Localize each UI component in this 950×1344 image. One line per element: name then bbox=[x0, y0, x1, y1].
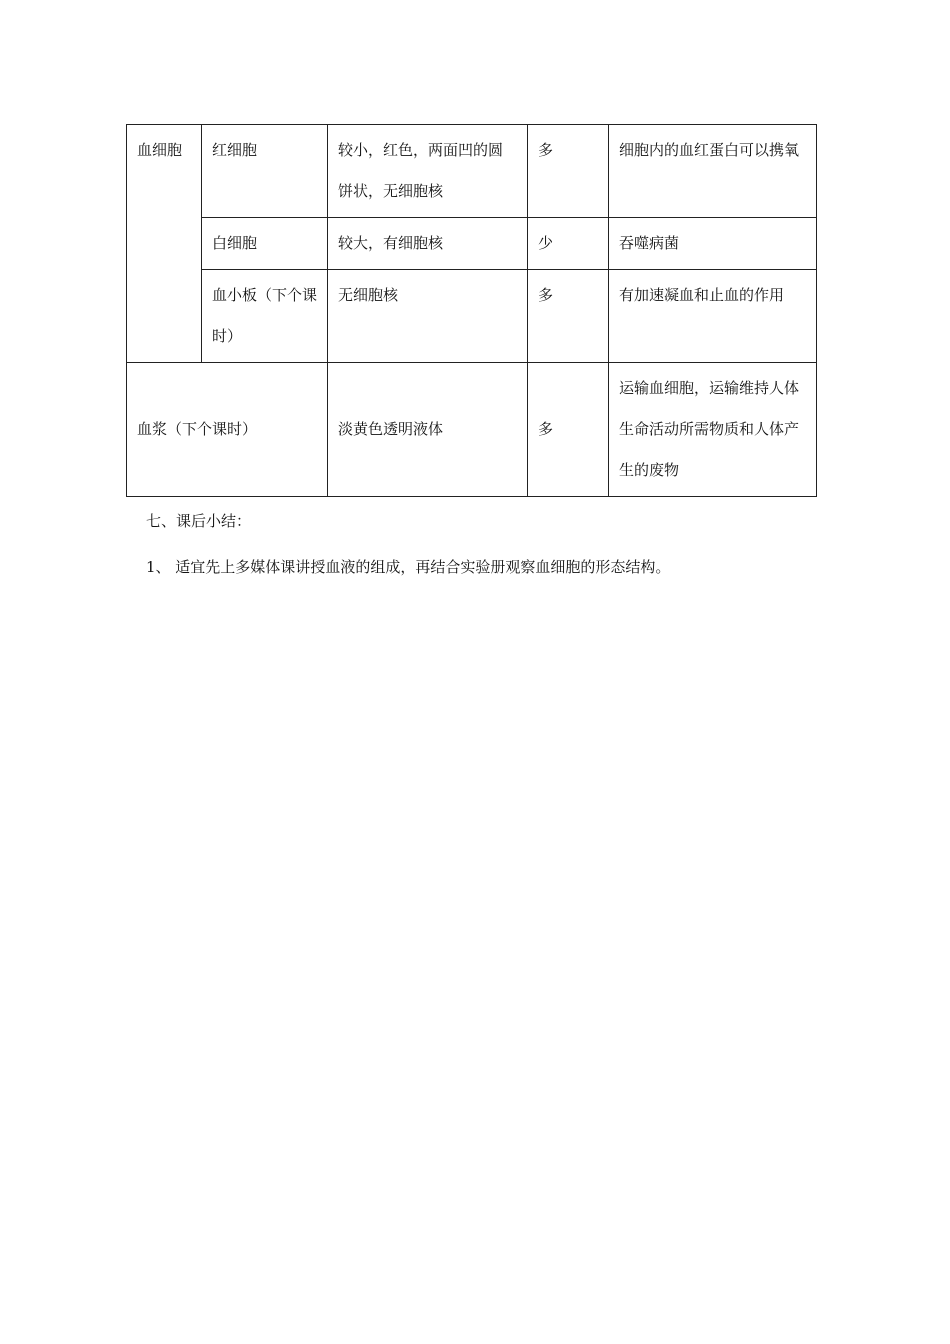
cell-group-plasma: 血浆（下个课时） bbox=[127, 363, 328, 497]
summary-item-1: 1、 适宜先上多媒体课讲授血液的组成，再结合实验册观察血细胞的形态结构。 bbox=[146, 558, 671, 576]
table-row-white-cell bbox=[127, 218, 817, 270]
cell-group-blood-cells: 血细胞 bbox=[127, 125, 202, 363]
cell-function-plasma: 运输血细胞，运输维持人体生命活动所需物质和人体产生的废物 bbox=[609, 363, 817, 497]
cell-name-red: 红细胞 bbox=[202, 125, 328, 218]
cell-feature-plasma: 淡黄色透明液体 bbox=[328, 363, 528, 497]
blood-composition-table bbox=[126, 124, 817, 497]
table-row-red-cell bbox=[127, 125, 817, 218]
table-row-plasma bbox=[127, 363, 817, 497]
cell-name-platelet: 血小板（下个课时） bbox=[202, 270, 328, 363]
cell-name-white: 白细胞 bbox=[202, 218, 328, 270]
cell-feature-platelet: 无细胞核 bbox=[328, 270, 528, 363]
cell-function-platelet: 有加速凝血和止血的作用 bbox=[609, 270, 817, 363]
cell-amount-plasma: 多 bbox=[528, 363, 609, 497]
cell-amount-red: 多 bbox=[528, 125, 609, 218]
summary-heading: 七、课后小结： bbox=[146, 512, 252, 530]
cell-feature-red: 较小，红色，两面凹的圆饼状，无细胞核 bbox=[328, 125, 528, 218]
cell-amount-platelet: 多 bbox=[528, 270, 609, 363]
table-row-platelet bbox=[127, 270, 817, 363]
cell-function-red: 细胞内的血红蛋白可以携氧 bbox=[609, 125, 817, 218]
cell-amount-white: 少 bbox=[528, 218, 609, 270]
cell-feature-white: 较大，有细胞核 bbox=[328, 218, 528, 270]
cell-function-white: 吞噬病菌 bbox=[609, 218, 817, 270]
